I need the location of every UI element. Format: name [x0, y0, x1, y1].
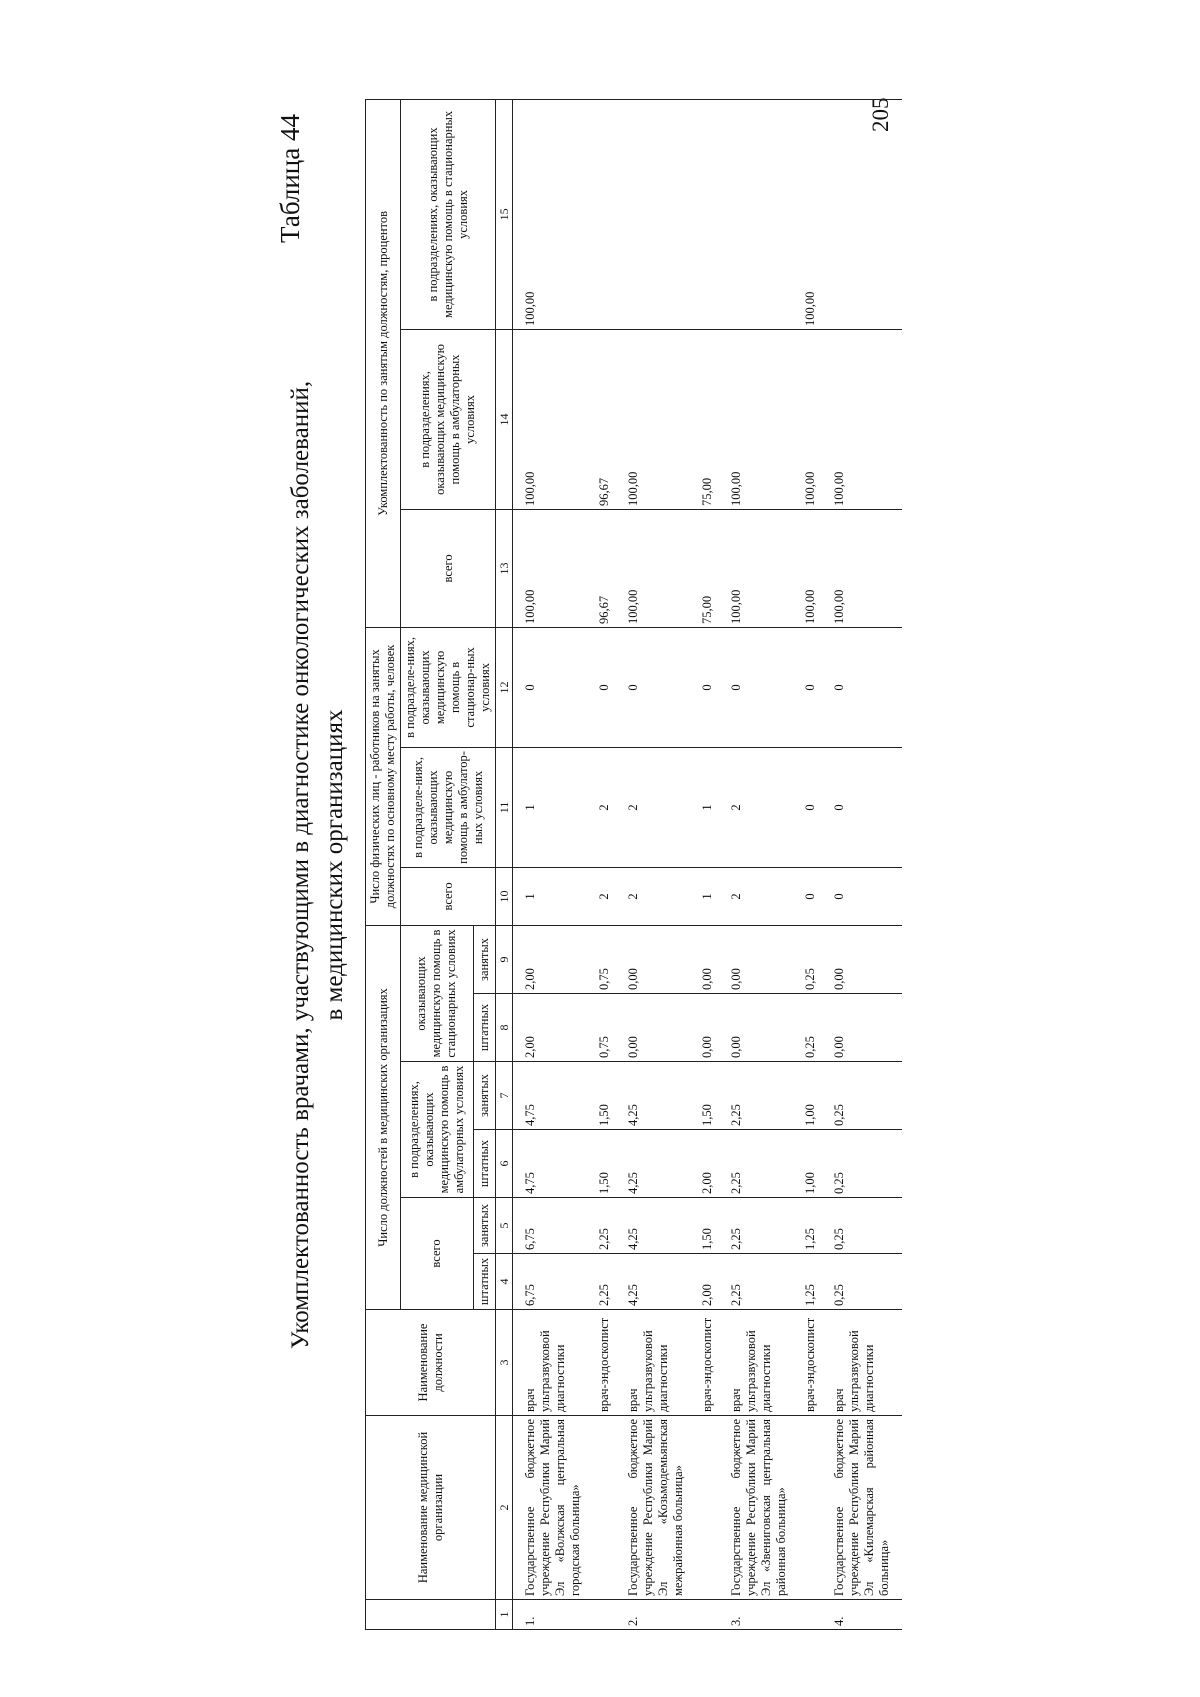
header-occupied: занятых — [473, 1198, 495, 1254]
persons-stationary: 0 — [593, 627, 622, 747]
org-name: Государственное бюджетное учреждение Республики Марий Эл «Килемарская районная больница» — [828, 1416, 902, 1600]
row-number — [593, 1600, 622, 1630]
positions-ambulatory-occupied: 2,25 — [725, 1062, 799, 1130]
positions-ambulatory-occupied: 0,25 — [828, 1062, 902, 1130]
positions-ambulatory-occupied: 1,50 — [696, 1062, 725, 1130]
column-number: 11 — [496, 747, 513, 867]
positions-total-staff: 0,25 — [828, 1254, 902, 1310]
staffing-total: 96,67 — [593, 509, 622, 627]
header-org-name: Наименование медицинской организации — [366, 1416, 496, 1600]
column-number: 5 — [496, 1198, 513, 1254]
persons-ambulatory: 2 — [622, 747, 696, 867]
staffing-ambulatory: 100,00 — [622, 329, 696, 509]
header-occupied: занятых — [473, 1062, 495, 1130]
persons-total: 1 — [513, 867, 594, 925]
persons-total: 2 — [725, 867, 799, 925]
positions-stationary-occupied: 0,25 — [799, 925, 828, 993]
positions-total-occupied: 2,25 — [593, 1198, 622, 1254]
staffing-stationary — [696, 99, 725, 329]
org-name: Государственное бюджетное учреждение Республики Марий Эл «Волжская центральная городская больница» — [513, 1416, 594, 1600]
positions-total-staff: 4,25 — [622, 1254, 696, 1310]
table-title: Укомплектованность врачами, участвующими в диагностике онкологических заболеваний, — [287, 380, 314, 1350]
position-name: врач ультразвуковой диагностики — [725, 1310, 799, 1416]
table-header — [366, 99, 513, 1629]
staffing-total: 100,00 — [828, 509, 902, 627]
table-row — [513, 99, 594, 1629]
header-occupied: занятых — [473, 925, 495, 993]
positions-total-staff: 2,25 — [593, 1254, 622, 1310]
header-empty-cell — [366, 1600, 496, 1630]
positions-ambulatory-staff: 2,25 — [725, 1130, 799, 1198]
positions-stationary-occupied: 0,00 — [828, 925, 902, 993]
positions-total-occupied: 1,25 — [799, 1198, 828, 1254]
positions-total-staff: 1,25 — [799, 1254, 828, 1310]
column-number: 12 — [496, 627, 513, 747]
header-staffing-group: Укомплектованность по занятым должностям, процентов — [366, 99, 401, 627]
persons-stationary: 0 — [799, 627, 828, 747]
persons-stationary: 0 — [725, 627, 799, 747]
staffing-ambulatory: 75,00 — [696, 329, 725, 509]
page-number: 205 — [868, 97, 893, 132]
table-row — [622, 99, 696, 1629]
row-number: 4. — [828, 1600, 902, 1630]
org-name: Государственное бюджетное учреждение Республики Марий Эл «Звениговская центральная районная больница» — [725, 1416, 799, 1600]
table-row — [828, 99, 902, 1629]
positions-ambulatory-staff: 1,00 — [799, 1130, 828, 1198]
header-staffing-ambulatory: в подразделениях, оказывающих медицинскую помощь в амбулаторных условиях — [401, 329, 496, 509]
column-number: 4 — [496, 1254, 513, 1310]
positions-total-staff: 6,75 — [513, 1254, 594, 1310]
persons-ambulatory: 2 — [725, 747, 799, 867]
positions-ambulatory-occupied: 1,00 — [799, 1062, 828, 1130]
persons-stationary: 0 — [622, 627, 696, 747]
column-number: 2 — [496, 1416, 513, 1600]
persons-stationary: 0 — [513, 627, 594, 747]
positions-total-occupied: 6,75 — [513, 1198, 594, 1254]
header-staff: штатных — [473, 994, 495, 1062]
positions-stationary-staff: 0,00 — [622, 994, 696, 1062]
header-position-name: Наименование должности — [366, 1310, 496, 1416]
positions-ambulatory-staff: 4,25 — [622, 1130, 696, 1198]
staffing-stationary — [828, 99, 902, 329]
persons-total: 2 — [593, 867, 622, 925]
staffing-stationary — [622, 99, 696, 329]
header-positions-total: всего — [401, 1198, 474, 1310]
persons-ambulatory: 0 — [799, 747, 828, 867]
positions-total-occupied: 1,50 — [696, 1198, 725, 1254]
row-number — [799, 1600, 828, 1630]
column-number: 14 — [496, 329, 513, 509]
persons-total: 0 — [799, 867, 828, 925]
column-number: 3 — [496, 1310, 513, 1416]
table-row — [696, 99, 725, 1629]
positions-ambulatory-occupied: 1,50 — [593, 1062, 622, 1130]
header-persons-stationary: в подразделе-ниях, оказывающих медицинскую помощь в стационар-ных условиях — [401, 627, 496, 747]
positions-stationary-staff: 0,00 — [696, 994, 725, 1062]
header-positions-stationary: оказывающих медицинскую помощь в стационарных условиях — [401, 925, 474, 1061]
staffing-stationary: 100,00 — [513, 99, 594, 329]
positions-ambulatory-staff: 2,00 — [696, 1130, 725, 1198]
row-number — [696, 1600, 725, 1630]
row-number: 3. — [725, 1600, 799, 1630]
org-name — [593, 1416, 622, 1600]
persons-ambulatory: 1 — [696, 747, 725, 867]
header-persons-ambulatory: в подразделе-ниях, оказывающих медицинскую помощь в амбулатор-ных условиях — [401, 747, 496, 867]
column-number: 7 — [496, 1062, 513, 1130]
persons-total: 1 — [696, 867, 725, 925]
column-number: 1 — [496, 1600, 513, 1630]
org-name — [696, 1416, 725, 1600]
header-positions-ambulatory: в подразделениях, оказывающих медицинскую помощь в амбулаторных условиях — [401, 1062, 474, 1198]
persons-stationary: 0 — [828, 627, 902, 747]
positions-stationary-occupied: 0,00 — [622, 925, 696, 993]
persons-total: 0 — [828, 867, 902, 925]
column-number: 13 — [496, 509, 513, 627]
positions-total-occupied: 2,25 — [725, 1198, 799, 1254]
positions-stationary-staff: 2,00 — [513, 994, 594, 1062]
header-staff: штатных — [473, 1254, 495, 1310]
row-number: 2. — [622, 1600, 696, 1630]
rotated-page-content — [275, 97, 975, 1630]
positions-stationary-staff: 0,00 — [828, 994, 902, 1062]
table-row — [593, 99, 622, 1629]
positions-ambulatory-staff: 4,75 — [513, 1130, 594, 1198]
org-name — [799, 1416, 828, 1600]
staffing-total: 100,00 — [799, 509, 828, 627]
table-body — [513, 99, 903, 1629]
positions-stationary-staff: 0,00 — [725, 994, 799, 1062]
positions-total-staff: 2,00 — [696, 1254, 725, 1310]
positions-stationary-occupied: 0,75 — [593, 925, 622, 993]
positions-ambulatory-staff: 0,25 — [828, 1130, 902, 1198]
position-name: врач ультразвуковой диагностики — [622, 1310, 696, 1416]
staffing-stationary — [593, 99, 622, 329]
staffing-ambulatory: 100,00 — [725, 329, 799, 509]
positions-stationary-occupied: 0,00 — [696, 925, 725, 993]
table-row — [725, 99, 799, 1629]
header-positions-group: Число должностей в медицинских организациях — [366, 925, 401, 1309]
positions-ambulatory-staff: 1,50 — [593, 1130, 622, 1198]
positions-ambulatory-occupied: 4,75 — [513, 1062, 594, 1130]
column-number: 10 — [496, 867, 513, 925]
persons-stationary: 0 — [696, 627, 725, 747]
persons-ambulatory: 2 — [593, 747, 622, 867]
position-name: врач-эндоскопист — [593, 1310, 622, 1416]
header-persons-group: Число физических лиц - работников на занятых должностях по основному месту работы, человек — [366, 627, 401, 925]
staffing-ambulatory: 100,00 — [513, 329, 594, 509]
staffing-ambulatory: 100,00 — [799, 329, 828, 509]
org-name: Государственное бюджетное учреждение Республики Марий Эл «Козьмодемьянская межрайонная больница» — [622, 1416, 696, 1600]
positions-total-staff: 2,25 — [725, 1254, 799, 1310]
header-staffing-total: всего — [401, 509, 496, 627]
positions-stationary-occupied: 2,00 — [513, 925, 594, 993]
staffing-ambulatory: 100,00 — [828, 329, 902, 509]
table-title-line2: в медицинских организациях — [321, 709, 348, 1021]
staffing-total: 75,00 — [696, 509, 725, 627]
position-name: врач-эндоскопист — [696, 1310, 725, 1416]
staffing-ambulatory: 96,67 — [593, 329, 622, 509]
positions-stationary-staff: 0,75 — [593, 994, 622, 1062]
staffing-total: 100,00 — [622, 509, 696, 627]
header-persons-total: всего — [401, 867, 496, 925]
position-name: врач ультразвуковой диагностики — [513, 1310, 594, 1416]
positions-total-occupied: 4,25 — [622, 1198, 696, 1254]
positions-stationary-occupied: 0,00 — [725, 925, 799, 993]
positions-total-occupied: 0,25 — [828, 1198, 902, 1254]
column-number: 6 — [496, 1130, 513, 1198]
positions-ambulatory-occupied: 4,25 — [622, 1062, 696, 1130]
column-number-row — [496, 99, 513, 1629]
position-name: врач-эндоскопист — [799, 1310, 828, 1416]
persons-ambulatory: 1 — [513, 747, 594, 867]
position-name: врач ультразвуковой диагностики — [828, 1310, 902, 1416]
column-number: 9 — [496, 925, 513, 993]
staffing-table — [365, 99, 902, 1630]
persons-ambulatory: 0 — [828, 747, 902, 867]
table-row — [799, 99, 828, 1629]
row-number: 1. — [513, 1600, 594, 1630]
staffing-stationary — [725, 99, 799, 329]
header-staff: штатных — [473, 1130, 495, 1198]
positions-stationary-staff: 0,25 — [799, 994, 828, 1062]
persons-total: 2 — [622, 867, 696, 925]
column-number: 8 — [496, 994, 513, 1062]
header-staffing-stationary: в подразделениях, оказывающих медицинскую помощь в стационарных условиях — [401, 99, 496, 329]
column-number: 15 — [496, 99, 513, 329]
staffing-total: 100,00 — [725, 509, 799, 627]
staffing-stationary: 100,00 — [799, 99, 828, 329]
staffing-total: 100,00 — [513, 509, 594, 627]
table-caption: Таблица 44 — [275, 114, 305, 243]
